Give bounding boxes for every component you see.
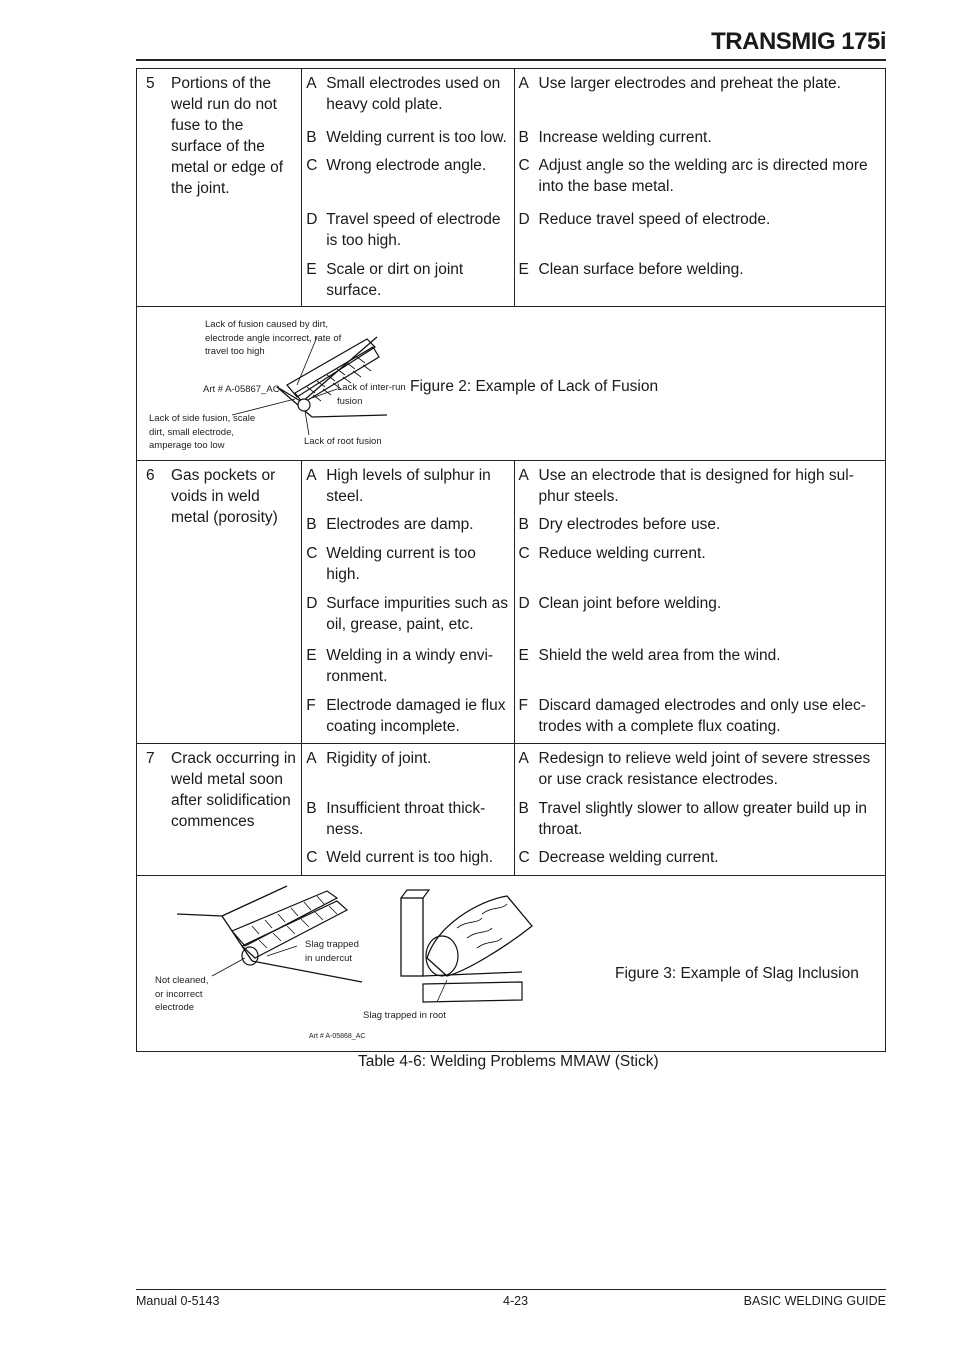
cause-cell <box>302 744 514 876</box>
item-letter: B <box>518 129 529 146</box>
table-row <box>137 69 886 307</box>
footer-section-title: BASIC WELDING GUIDE <box>743 1294 886 1308</box>
remedy-text: Adjust angle so the welding arc is directed more into the base metal. <box>538 157 868 195</box>
item-letter: C <box>306 157 318 174</box>
page-header-title: TRANSMIG 175i <box>711 28 886 55</box>
table-row <box>137 461 886 744</box>
problem-number: 6 <box>146 467 155 484</box>
cause-text: High levels of sulphur in steel. <box>326 467 491 505</box>
item-letter: F <box>306 697 316 714</box>
label-art-number: Art # A-05868_AC <box>309 1033 366 1040</box>
figure-3-caption: Figure 3: Example of Slag Inclusion <box>615 965 859 982</box>
figure-2-caption: Figure 2: Example of Lack of Fusion <box>410 378 659 395</box>
item-letter: C <box>306 849 318 866</box>
remedy-text: Increase welding current. <box>538 129 712 146</box>
item-letter: A <box>306 75 317 92</box>
label-root-fusion: Lack of root fusion <box>304 436 382 447</box>
label-art-number: Art # A-05867_AC <box>203 384 280 395</box>
label-not-cleaned: Not cleaned, or incorrect electrode <box>155 975 209 1013</box>
figure-3-cell <box>137 876 886 1052</box>
item-letter: E <box>518 261 529 278</box>
remedy-cell <box>514 744 886 876</box>
problem-text: Crack occurring in weld metal soon after solidification commences <box>171 750 296 830</box>
label-slag-root: Slag trapped in root <box>363 1010 446 1021</box>
item-letter: A <box>306 750 317 767</box>
item-letter: B <box>306 516 317 533</box>
figure-row <box>137 307 886 461</box>
cause-text: Wrong electrode angle. <box>326 157 487 174</box>
table-row <box>137 744 886 876</box>
item-letter: D <box>306 211 318 228</box>
item-letter: C <box>518 849 530 866</box>
problem-number: 5 <box>146 75 155 92</box>
table-caption: Table 4-6: Welding Problems MMAW (Stick) <box>358 1053 659 1070</box>
item-letter: D <box>306 595 318 612</box>
label-slag-undercut: Slag trapped in undercut <box>305 939 359 964</box>
problem-text: Portions of the weld run do not fuse to the surface of the metal or edge of the joint. <box>171 75 284 197</box>
remedy-text: Decrease welding current. <box>538 849 719 866</box>
item-letter: E <box>306 647 317 664</box>
item-letter: A <box>518 75 529 92</box>
problem-text: Gas pockets or voids in weld metal (porosity) <box>171 467 278 526</box>
item-letter: F <box>518 697 528 714</box>
remedy-text: Use larger electrodes and preheat the plate. <box>538 75 841 92</box>
footer-manual-number: Manual 0-5143 <box>136 1294 220 1308</box>
item-letter: A <box>306 467 317 484</box>
footer-page-number: 4-23 <box>503 1294 529 1308</box>
cause-text: Welding in a windy envi-ronment. <box>326 647 494 685</box>
label-inter-run-fusion: Lack of inter-run fusion <box>337 382 406 407</box>
cause-text: Rigidity of joint. <box>326 750 432 767</box>
item-letter: C <box>518 545 530 562</box>
item-letter: A <box>518 750 529 767</box>
item-letter: B <box>306 800 317 817</box>
welding-problems-table <box>136 68 886 1052</box>
remedy-text: Clean joint before welding. <box>538 595 722 612</box>
item-letter: B <box>518 516 529 533</box>
remedy-text: Use an electrode that is designed for high sul-phur steels. <box>538 467 854 505</box>
problem-number: 7 <box>146 750 155 767</box>
problem-cell <box>137 69 302 307</box>
cause-text: Electrode damaged ie flux coating incomplete. <box>326 697 506 735</box>
label-lack-of-fusion-dirt: Lack of fusion caused by dirt, electrode angle incorrect, rate of travel too high <box>205 319 342 357</box>
item-letter: C <box>306 545 318 562</box>
figure-2-cell <box>137 307 886 461</box>
cause-text: Small electrodes used on heavy cold plate. <box>326 75 501 113</box>
cause-text: Travel speed of electrode is too high. <box>326 211 501 249</box>
item-letter: E <box>306 261 317 278</box>
item-letter: E <box>518 647 529 664</box>
remedy-text: Reduce welding current. <box>538 545 706 562</box>
cause-text: Welding current is too high. <box>326 545 476 583</box>
remedy-text: Redesign to relieve weld joint of severe stresses or use crack resistance electrodes. <box>538 750 871 788</box>
item-letter: D <box>518 595 530 612</box>
label-side-fusion: Lack of side fusion, scale dirt, small electrode, amperage too low <box>149 413 256 451</box>
cause-cell <box>302 69 514 307</box>
cause-text: Surface impurities such as oil, grease, paint, etc. <box>326 595 508 633</box>
remedy-text: Dry electrodes before use. <box>538 516 721 533</box>
remedy-text: Shield the weld area from the wind. <box>538 647 781 664</box>
item-letter: B <box>306 129 317 146</box>
remedy-text: Clean surface before welding. <box>538 261 744 278</box>
problem-cell <box>137 461 302 744</box>
problem-cell <box>137 744 302 876</box>
item-letter: C <box>518 157 530 174</box>
figure-row <box>137 876 886 1052</box>
cause-cell <box>302 461 514 744</box>
header-rule <box>136 59 886 61</box>
remedy-cell <box>514 69 886 307</box>
cause-text: Welding current is too low. <box>326 129 507 146</box>
item-letter: A <box>518 467 529 484</box>
footer-rule <box>136 1289 886 1290</box>
cause-text: Electrodes are damp. <box>326 516 474 533</box>
cause-text: Insufficient throat thick-ness. <box>326 800 486 838</box>
remedy-text: Discard damaged electrodes and only use elec-trodes with a complete flux coating. <box>538 697 866 735</box>
remedy-text: Travel slightly slower to allow greater build up in throat. <box>538 800 868 838</box>
item-letter: D <box>518 211 530 228</box>
remedy-text: Reduce travel speed of electrode. <box>538 211 771 228</box>
cause-text: Scale or dirt on joint surface. <box>326 261 464 299</box>
remedy-cell <box>514 461 886 744</box>
cause-text: Weld current is too high. <box>326 849 494 866</box>
item-letter: B <box>518 800 529 817</box>
